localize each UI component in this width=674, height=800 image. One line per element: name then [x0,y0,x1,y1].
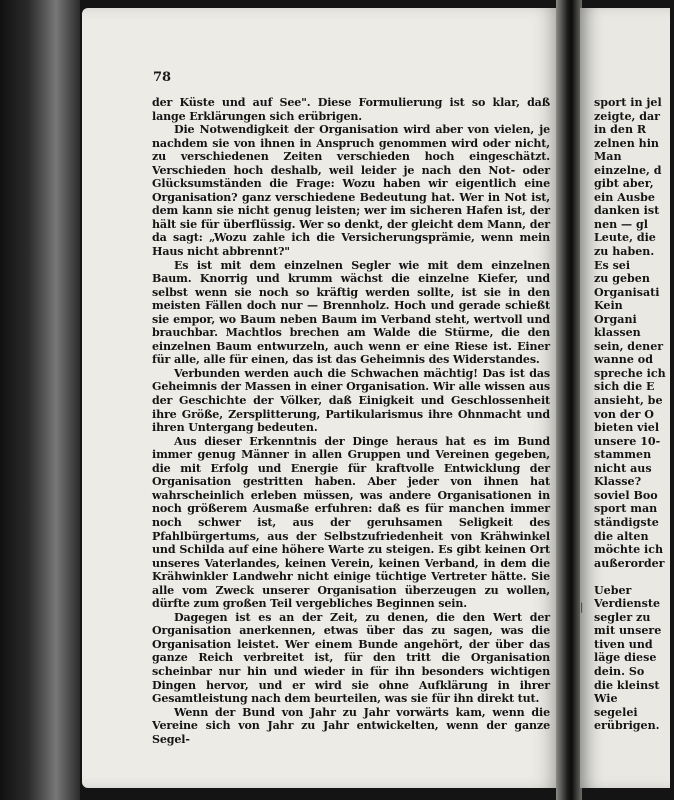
right-page-line: Ueber [594,583,632,597]
right-page-line: sich die E [594,380,655,394]
right-page-line: stammen [594,448,652,462]
right-page-line: soviel Boo [594,488,658,502]
right-page-line: läge diese [594,651,657,665]
right-page-line: segelei [594,705,638,719]
right-page-line: zu haben. [594,245,655,259]
right-page-line: nicht aus [594,461,652,475]
right-page-line: dein. So [594,664,645,678]
right-page-line: Klasse? [594,475,642,489]
right-page-line: segler zu [594,610,651,624]
right-page-line: danken ist [594,204,660,218]
right-page-line: Leute, die [594,231,656,245]
right-page-line [594,570,674,584]
right-page-line: Organisati [594,285,660,299]
book-page-edges [0,0,80,800]
right-page-line: sein, dener [594,339,664,353]
right-page-line: ansieht, be [594,394,663,408]
book-gutter [556,0,582,800]
right-page-line: zeigte, dar [594,109,661,123]
right-page-line: einzelne, d [594,163,662,177]
right-page-line: Man [594,150,622,164]
paragraph: Aus dieser Erkenntnis der Dinge heraus hat es im Bund immer genug Männer in allen Gruppen und Vereinen gegeben, die mit Erfolg und Energie für kraftvolle Entwicklung der Organisation gestritten haben. Aber jeder von ihnen hat wahrscheinlich erleben müssen, was andere Organisationen in noch größerem Ausmaße erfuhren: daß es für manchen immer noch schwer ist, aus der geruhsamen Seligkeit des Pfahlbürgertums, aus der Selbstzufriedenheit von Krähwinkel und Schilda auf eine höhere Warte zu steigen. Es gibt keinen Ort unseres Vaterlandes, keinen Verein, keinen Verband, in dem die Krähwinkler Landwehr nicht einige tüchtige Vertreter hätte. Sie alle vom Zweck unserer Organisation überzeugen zu wollen, dürfte zum großen Teil vergebliches Beginnen sein. [152,434,550,611]
paragraph: Wenn der Bund von Jahr zu Jahr vorwärts kam, wenn die Vereine sich von Jahr zu Jahr entwickelten, wenn der ganze Segel- [152,705,550,746]
right-page-line: zelnen hin [594,136,659,150]
right-page-line: zu geben [594,272,650,286]
right-page-line: ständigste [594,515,659,529]
right-page-line: klassen [594,326,641,340]
right-page-line: die kleinst [594,678,660,692]
right-page-line: Organi [594,312,637,326]
right-page-line: außerorder [594,556,665,570]
right-page-line: erübrigen. [594,719,660,733]
right-page-line: gibt aber, [594,177,654,191]
right-page-line: von der O [594,407,654,421]
right-page-text [594,96,674,733]
right-page-line: in den R [594,123,647,137]
right-page-line: Verdienste [594,597,661,611]
right-page-line: mit unsere [594,624,662,638]
right-page-line: sport in jel [594,96,662,109]
right-page-line: ein Ausbe [594,190,655,204]
paragraph: Es ist mit dem einzelnen Segler wie mit dem einzelnen Baum. Knorrig und krumm wächst die einzelne Kiefer, und selbst wenn sie noch so kräftig werden sollte, ist sie in den meisten Fällen doch nur — Brennholz. Hoch und gerade schießt sie empor, wo Baum neben Baum im Verband steht, wertvoll und brauchbar. Machtlos brechen am Walde die Stürme, die den einzelnen Baum entwurzeln, auch wenn er eine Riese ist. Einer für alle, alle für einen, das ist das Geheimnis des Widerstandes. [152,258,550,367]
right-page-line: sport man [594,502,658,516]
right-page-line: Wie [594,692,618,706]
paragraph: der Küste und auf See". Diese Formulierung ist so klar, daß lange Erklärungen sich erübrigen. [152,96,550,123]
paragraph: Verbunden werden auch die Schwachen mächtig! Das ist das Geheimnis der Massen in einer Organisation. Wir alle wissen aus der Geschichte der Völker, daß Einigkeit und Geschlossenheit ihre Größe, Zersplitterung, Partikularismus ihre Ohnmacht und ihren Untergang bedeuten. [152,366,550,435]
page-number: 78 [153,70,172,85]
right-page-line: möchte ich [594,543,664,557]
right-page-line: nen — gl [594,217,648,231]
right-page-line: tiven und [594,637,653,651]
paragraph: Die Notwendigkeit der Organisation wird aber von vielen, je nachdem sie von ihnen in Anspruch genommen wird oder nicht, zu verschiedenen Zeiten verschieden hoch eingeschätzt. Verschieden hoch deshalb, weil leider je nach den Not- oder Glücksumständen die Frage: Wozu haben wir eigentlich eine Organisation? ganz verschiedene Bedeutung hat. Wer in Not ist, dem kann sie nicht genug leisten; wer im sicheren Hafen ist, der hält sie für überflüssig. Wer so denkt, der gleicht dem Mann, der da sagt: „Wozu zahle ich die Versicherungsprämie, wenn mein Haus nicht abbrennt?" [152,123,550,259]
right-page-line: spreche ich [594,366,666,380]
right-page-line: unsere 10- [594,434,661,448]
paragraph: Dagegen ist es an der Zeit, zu denen, die den Wert der Organisation anerkennen, etwas über das zu sagen, was die Organisation leistet. Wer einem Bunde angehört, der über das ganze Reich verbreitet ist, für den tritt die Organisation scheinbar nur hin und wieder in für ihn besonders wichtigen Dingen hervor, und er wird sie ohne Aufklärung in ihrer Gesamtleistung nach dem beurteilen, was sie für ihn direkt tut. [152,610,550,706]
right-page-line: Es sei [594,258,631,272]
body-text [152,96,550,746]
right-page-line: bieten viel [594,421,660,435]
right-page-line: wanne od [594,353,653,367]
right-page-line: die alten [594,529,649,543]
margin-mark: | [580,602,584,613]
right-page-line: Kein [594,299,623,313]
